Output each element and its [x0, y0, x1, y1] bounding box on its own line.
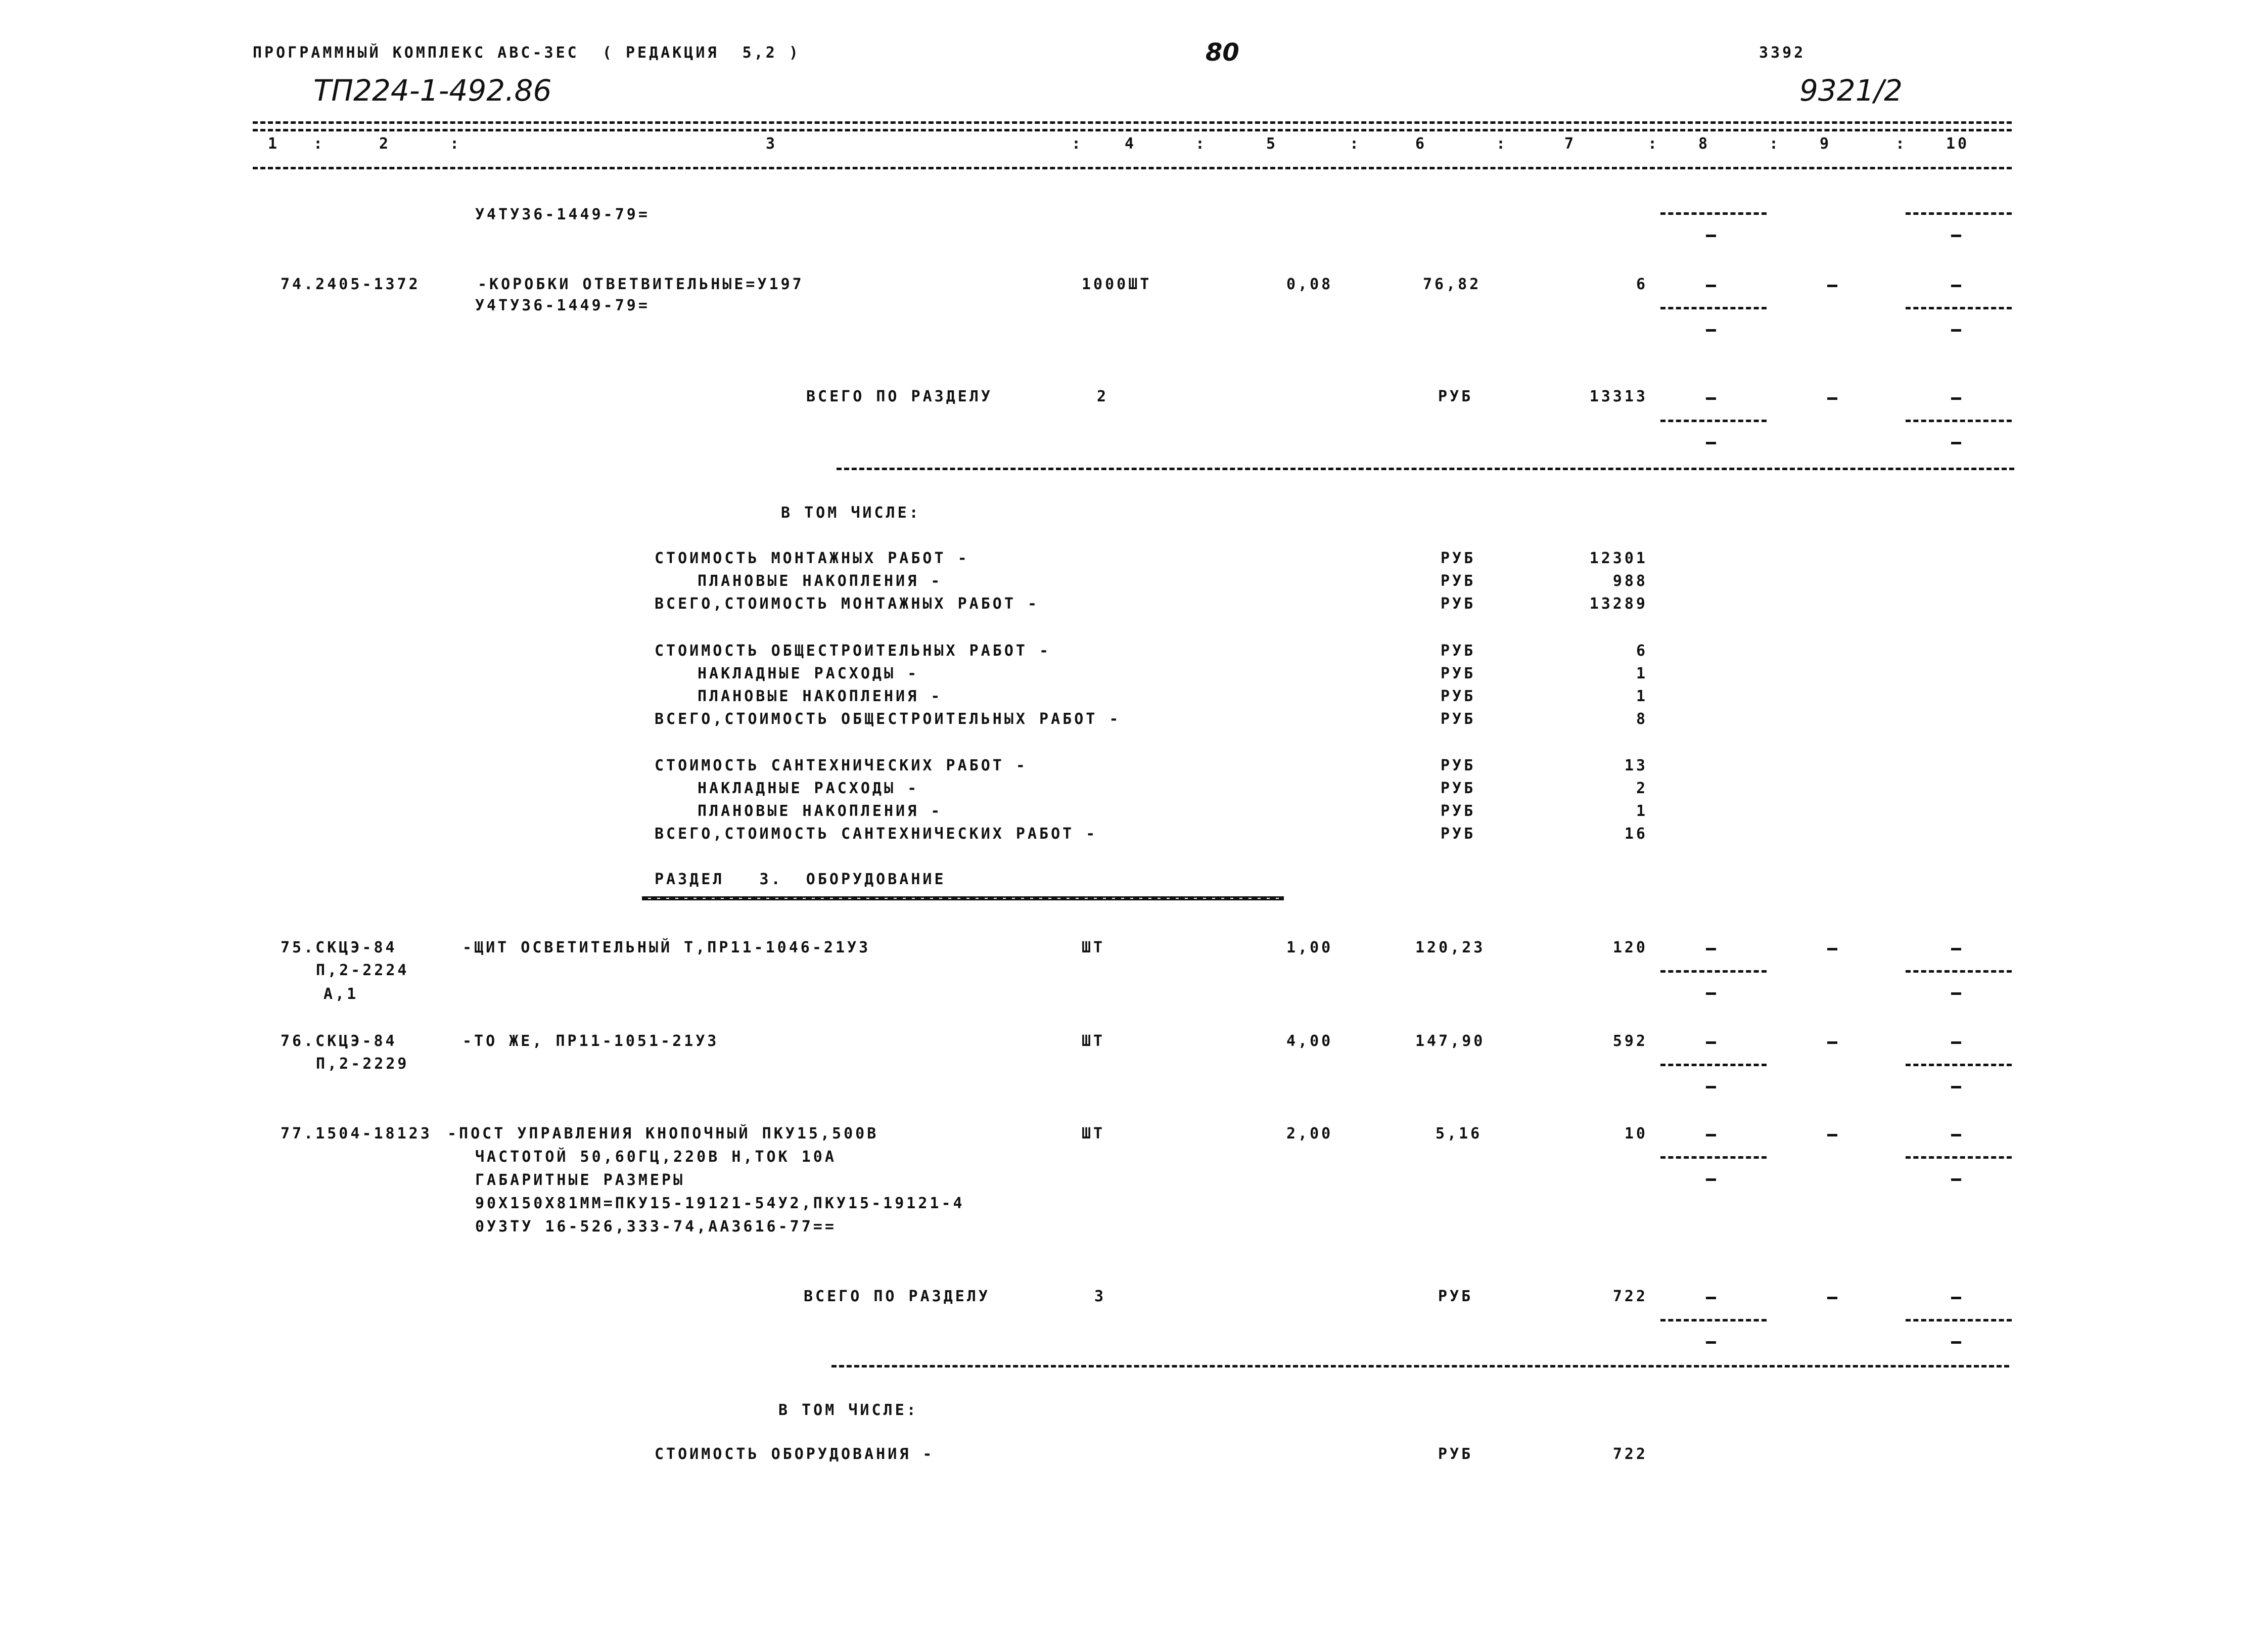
- equipment-unit: РУБ: [1438, 1445, 1473, 1463]
- col-sep: :: [1769, 135, 1781, 153]
- summary-label: НАКЛАДНЫЕ РАСХОДЫ -: [698, 780, 919, 797]
- item-description-cont: 0У3ТУ 16-526,333-74,АА3616-77==: [475, 1218, 837, 1236]
- handwritten-code: ТП224-1-492.86: [313, 73, 552, 108]
- summary-label: ПЛАНОВЫЕ НАКОПЛЕНИЯ -: [698, 802, 943, 820]
- summary-unit: РУБ: [1441, 757, 1476, 774]
- item-price: 5,16: [1436, 1125, 1483, 1143]
- section-3-underline: [642, 896, 1284, 900]
- item-qty: 2,00: [1286, 1125, 1333, 1143]
- summary-label: ВСЕГО,СТОИМОСТЬ САНТЕХНИЧЕСКИХ РАБОТ -: [655, 825, 1098, 843]
- summary-unit: РУБ: [1441, 780, 1476, 797]
- item-code-cont: А,1: [323, 985, 359, 1003]
- summary-label: СТОИМОСТЬ ОБЩЕСТРОИТЕЛЬНЫХ РАБОТ -: [655, 642, 1051, 660]
- equipment-label: СТОИМОСТЬ ОБОРУДОВАНИЯ -: [655, 1445, 935, 1463]
- col-6: 6: [1415, 135, 1427, 153]
- including-label: В ТОМ ЧИСЛЕ:: [778, 1401, 918, 1419]
- col-sep: :: [1195, 135, 1208, 153]
- summary-value: 12301: [1589, 550, 1648, 567]
- summary-unit: РУБ: [1441, 710, 1476, 728]
- item-code: 74.2405-1372: [281, 276, 421, 293]
- item-description: -КОРОБКИ ОТВЕТВИТЕЛЬНЫЕ=У197: [478, 276, 804, 293]
- col-4: 4: [1125, 135, 1137, 153]
- item-code: 77.1504-18123: [281, 1125, 432, 1143]
- item-total: 10: [1624, 1125, 1648, 1143]
- summary-unit: РУБ: [1441, 688, 1476, 705]
- item-description-cont: ГАБАРИТНЫЕ РАЗМЕРЫ: [475, 1171, 685, 1189]
- item-description: -ТО ЖЕ, ПР11-1051-21У3: [462, 1032, 719, 1050]
- summary-value: 8: [1636, 710, 1648, 728]
- program-header: ПРОГРАММНЫЙ КОМПЛЕКС АВС-3ЕС ( РЕДАКЦИЯ 5,2 ): [253, 44, 801, 62]
- col-1: 1: [268, 135, 280, 153]
- item-description-cont: 90Х150Х81ММ=ПКУ15-19121-54У2,ПКУ15-19121-4: [475, 1195, 965, 1212]
- item-description-cont: У4ТУ36-1449-79=: [475, 297, 650, 314]
- summary-unit: РУБ: [1441, 595, 1476, 613]
- col-sep: :: [450, 135, 462, 153]
- summary-value: 988: [1612, 572, 1648, 590]
- summary-value: 1: [1636, 802, 1648, 820]
- col9-mark: [1827, 1041, 1837, 1044]
- sheet-number: 3392: [1759, 44, 1806, 62]
- item-unit: ШТ: [1082, 1125, 1105, 1143]
- summary-value: 1: [1636, 665, 1648, 682]
- item-total: 120: [1612, 939, 1648, 956]
- col-2: 2: [379, 135, 391, 153]
- section-3-rule: [831, 1365, 2009, 1367]
- header-rule-bottom: [253, 167, 2012, 169]
- section-total-value: 13313: [1589, 388, 1648, 405]
- col9-mark: [1827, 1134, 1837, 1136]
- section-total-unit: РУБ: [1438, 1288, 1473, 1305]
- item-price: 120,23: [1415, 939, 1486, 956]
- item-code-cont: П,2-2229: [316, 1055, 409, 1073]
- item-description-cont: ЧАСТОТОЙ 50,60ГЦ,220В Н,ТОК 10А: [475, 1148, 837, 1166]
- item-description: -ЩИТ ОСВЕТИТЕЛЬНЫЙ Т,ПР11-1046-21У3: [462, 939, 871, 956]
- section-total-unit: РУБ: [1438, 388, 1473, 405]
- col-sep: :: [1072, 135, 1084, 153]
- col-7: 7: [1564, 135, 1577, 153]
- col-8: 8: [1698, 135, 1710, 153]
- summary-value: 1: [1636, 688, 1648, 705]
- section-3-title: РАЗДЕЛ 3. ОБОРУДОВАНИЕ: [655, 871, 946, 888]
- summary-label: ВСЕГО,СТОИМОСТЬ МОНТАЖНЫХ РАБОТ -: [655, 595, 1040, 613]
- col-sep: :: [313, 135, 326, 153]
- summary-label: ВСЕГО,СТОИМОСТЬ ОБЩЕСТРОИТЕЛЬНЫХ РАБОТ -: [655, 710, 1121, 728]
- section-number: 2: [1097, 388, 1109, 405]
- col9-mark: [1827, 285, 1837, 287]
- item-qty: 4,00: [1286, 1032, 1333, 1050]
- summary-value: 6: [1636, 642, 1648, 660]
- col-10: 10: [1946, 135, 1970, 153]
- item-unit: ШТ: [1082, 1032, 1105, 1050]
- header-rule-top: [253, 121, 2012, 124]
- summary-label: ПЛАНОВЫЕ НАКОПЛЕНИЯ -: [698, 688, 943, 705]
- col-sep: :: [1496, 135, 1508, 153]
- summary-unit: РУБ: [1441, 642, 1476, 660]
- section-2-rule: [837, 468, 2014, 470]
- col9-mark: [1827, 1297, 1837, 1299]
- item-code-cont: П,2-2224: [316, 962, 409, 979]
- header-rule-top-2: [253, 129, 2012, 131]
- item-code: 76.СКЦЭ-84: [281, 1032, 397, 1050]
- item-unit: 1000ШТ: [1082, 276, 1152, 293]
- summary-label: НАКЛАДНЫЕ РАСХОДЫ -: [698, 665, 919, 682]
- section-total-value: 722: [1612, 1288, 1648, 1305]
- item-price: 76,82: [1423, 276, 1482, 293]
- item-code: 75.СКЦЭ-84: [281, 939, 397, 956]
- col-5: 5: [1266, 135, 1278, 153]
- item-total: 592: [1612, 1032, 1648, 1050]
- section-total-label: ВСЕГО ПО РАЗДЕЛУ: [806, 388, 993, 405]
- col-sep: :: [1648, 135, 1660, 153]
- summary-unit: РУБ: [1441, 550, 1476, 567]
- summary-unit: РУБ: [1441, 572, 1476, 590]
- including-label: В ТОМ ЧИСЛЕ:: [781, 504, 921, 522]
- summary-value: 13289: [1589, 595, 1648, 613]
- item-qty: 1,00: [1286, 939, 1333, 956]
- row-continuation-desc: У4ТУ36-1449-79=: [475, 206, 650, 223]
- col-9: 9: [1820, 135, 1832, 153]
- summary-label: СТОИМОСТЬ САНТЕХНИЧЕСКИХ РАБОТ -: [655, 757, 1028, 774]
- col-sep: :: [1895, 135, 1908, 153]
- equipment-value: 722: [1612, 1445, 1648, 1463]
- page-number: 80: [1206, 38, 1239, 67]
- col9-mark: [1827, 397, 1837, 400]
- summary-unit: РУБ: [1441, 825, 1476, 843]
- item-price: 147,90: [1415, 1032, 1486, 1050]
- summary-value: 16: [1624, 825, 1648, 843]
- item-description: -ПОСТ УПРАВЛЕНИЯ КНОПОЧНЫЙ ПКУ15,500В: [447, 1125, 879, 1143]
- col-3: 3: [766, 135, 778, 153]
- item-unit: ШТ: [1082, 939, 1105, 956]
- section-total-label: ВСЕГО ПО РАЗДЕЛУ: [804, 1288, 990, 1305]
- summary-label: СТОИМОСТЬ МОНТАЖНЫХ РАБОТ -: [655, 550, 969, 567]
- col-sep: :: [1350, 135, 1362, 153]
- section-number: 3: [1094, 1288, 1106, 1305]
- item-total: 6: [1636, 276, 1648, 293]
- handwritten-ref: 9321/2: [1799, 73, 1903, 108]
- item-qty: 0,08: [1286, 276, 1333, 293]
- summary-unit: РУБ: [1441, 802, 1476, 820]
- summary-value: 13: [1624, 757, 1648, 774]
- summary-label: ПЛАНОВЫЕ НАКОПЛЕНИЯ -: [698, 572, 943, 590]
- summary-value: 2: [1636, 780, 1648, 797]
- col9-mark: [1827, 948, 1837, 950]
- summary-unit: РУБ: [1441, 665, 1476, 682]
